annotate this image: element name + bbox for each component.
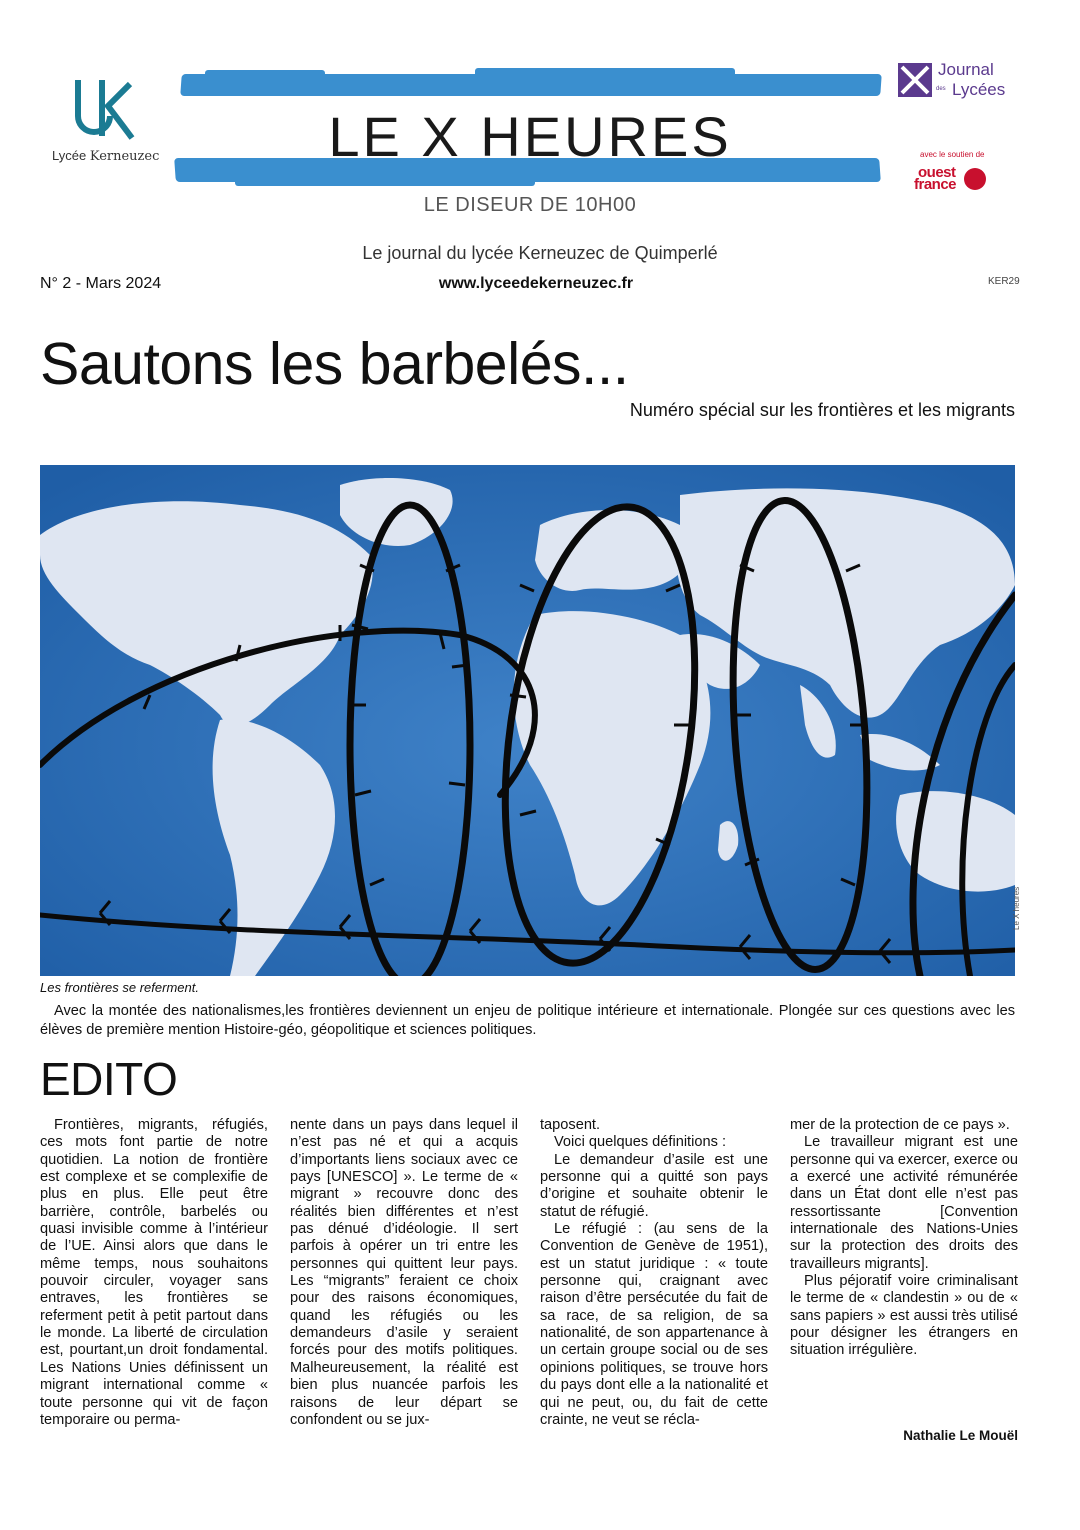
edito-column-2 [290,1117,518,1429]
masthead-slogan: LE DISEUR DE 10H00 [423,194,637,216]
paragraph: Le réfugié : (au sens de la Convention de Genève de 1951), est un statut juridique : « toute personne qui, craignant avec raison d’être persécutée du fait de sa race, de sa religion, de sa nationalité, de son appartenance à un certain groupe social ou de ses opinions politiques, se trouve hors du pays dont elle a la nationalité et qui ne peut, ou, du fait de cette crainte, ne veut se récla- [540,1221,768,1428]
masthead-title: LE X HEURES [328,105,732,168]
paragraph: mer de la protection de ce pays ». [790,1117,1010,1133]
journal-logo-small: des [936,86,946,92]
issue-number: N° 2 - Mars 2024 [40,275,162,292]
lede-paragraph [40,1002,1015,1039]
subheadline: Numéro spécial sur les frontières et les migrants [629,400,1015,420]
edito-title: EDITO [40,1053,178,1105]
edito-column-3 [540,1117,768,1429]
paragraph: Plus péjoratif voire criminalisant le terme de « clandestin » ou de « sans papiers » est aussi très utilisé pour désigner les étrangers en situation irrégulière. [790,1273,1018,1359]
lede-text: Avec la montée des nationalismes,les frontières deviennent un enjeu de politique intérieure et internationale. Plongée sur ces questions avec les élèves de première mention Histoire-géo, géopolitique et sciences politiques. [40,1003,1015,1038]
paragraph: Voici quelques définitions : [554,1134,726,1151]
hero-image-world-map-barbed-wire [40,465,1015,976]
photo-credit: Le X heures [1012,886,1021,930]
paragraph: taposent. [540,1117,601,1133]
paragraph: nente dans un pays dans lequel il n’est pas né et qui a acquis d’importants liens sociaux avec ce pays [UNESCO] ». Le terme de « migrant » recouvre donc des réalités bien différentes et n’est pas dénué d’idéologie. Il sert parfois à opérer un tri entre les personnes qui quittent leur pays. Les “migrants” feraient ce choix pour des raisons économiques, quand les réfugiés ou les demandeurs d’asile y seraient forcés pour des motifs politiques. Malheureusement, la réalité est bien plus nuancée parfois les raisons de leur départ se confondent ou se jux- [290,1117,518,1428]
kerneuzec-monogram-icon [72,78,136,144]
edito-column-4 [790,1117,1018,1360]
school-logo [52,78,162,172]
ouest-france-circle-icon [964,168,986,190]
journal-logo-line1: Journal [938,60,994,79]
edito-column-1 [40,1117,268,1429]
sponsor-word1: ouest [918,164,956,181]
school-name: Lycée Kerneuzec [52,148,160,164]
tagline: Le journal du lycée Kerneuzec de Quimperlé [362,243,718,263]
paragraph: Le travailleur migrant est une personne qui va exercer, exerce ou a exercé une activité rémunérée dans un État dont elle n’est pas ressortissante [Convention internationale des Nations-Unies sur la protection des droits des travailleurs migrants]. [790,1134,1018,1272]
sponsor-note: avec le soutien de [920,150,985,159]
publication-code: KER29 [988,276,1020,287]
byline: Nathalie Le Mouël [903,1428,1018,1443]
journal-des-lycees-logo [898,60,1018,104]
paragraph: Frontières, migrants, réfugiés, ces mots font partie de notre quotidien. La notion de frontière est complexe et se complexifie de plus en plus. Elle peut être barrière, contrôle, barbelés ou quasi invisible comme à l’intérieur de l’UE. Ainsi alors que dans le même temps, nous souhaitons pouvoir circuler, voyager sans entraves, les frontières se referment petit à petit partout dans le monde. La liberté de circulation est, pourtant,un droit fondamental. Les Nations Unies définissent un migrant international comme « toute personne qui vit de façon temporaire ou perma- [40,1117,268,1428]
journal-logo-line2: Lycées [952,80,1006,99]
headline: Sautons les barbelés... [40,331,629,397]
image-caption: Les frontières se referment. [40,980,199,995]
paragraph: Le demandeur d’asile est une personne qui a quitté son pays d’origine et souhaite obtenir le statut de réfugié. [540,1151,768,1220]
website-link[interactable]: www.lyceedekerneuzec.fr [438,275,634,292]
sponsor-word2: france [914,176,957,193]
journal-lycees-icon [898,63,932,97]
masthead [175,62,885,222]
ouest-france-logo [914,164,994,194]
